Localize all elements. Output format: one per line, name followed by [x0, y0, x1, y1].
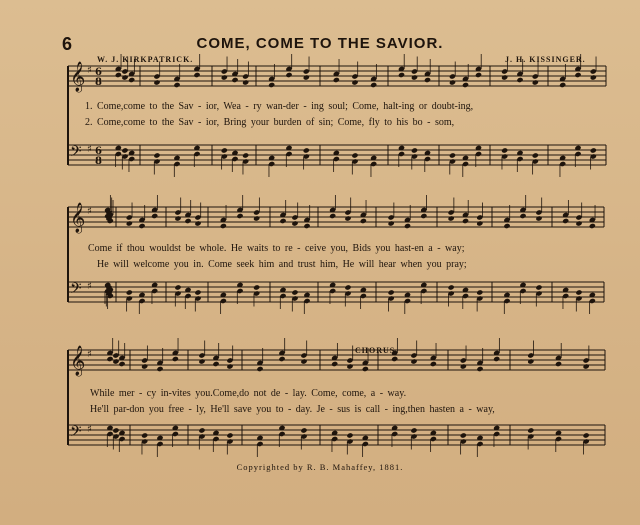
lyric-line: He'll par-don you free - ly, He'll save you to - day. Je - sus is call - ing,then hasten a - way, [90, 404, 495, 415]
note-head [279, 218, 286, 224]
treble-clef-icon: 𝄞 [70, 62, 86, 92]
note-head [173, 82, 180, 88]
note-head [448, 215, 455, 221]
note-head [370, 82, 377, 88]
note-head [221, 74, 228, 80]
note-head [562, 218, 569, 224]
note-head [448, 284, 455, 290]
time-signature-bottom: 8 [95, 77, 102, 88]
note-head [411, 147, 418, 153]
copyright-notice: Copyrighted by R. B. Mahaffey, 1881. [236, 462, 404, 472]
note-head [360, 218, 367, 224]
lyric-line: 2. Come,come to the Sav - ior, Bring your burden of sin; Come, fly to his bo - som, [85, 117, 455, 128]
note-head [527, 427, 534, 433]
note-head [118, 361, 125, 367]
time-signature-top: 6 [95, 146, 102, 157]
note-head [172, 356, 179, 362]
note-head [519, 213, 526, 219]
note-head [532, 152, 539, 158]
note-head [300, 358, 307, 364]
note-head [410, 358, 417, 364]
note-head [256, 366, 263, 372]
note-head [153, 79, 160, 85]
key-signature-sharp-icon: ♯ [87, 144, 92, 155]
note-head [346, 363, 353, 369]
note-head [589, 223, 596, 229]
note-head [501, 74, 508, 80]
note-head [351, 79, 358, 85]
note-head [501, 147, 508, 153]
note-head [398, 72, 405, 78]
note-head [194, 220, 201, 226]
note-head [153, 152, 160, 158]
note-head [535, 284, 542, 290]
note-head [590, 147, 597, 153]
note-head [583, 363, 590, 369]
bass-clef-icon: 𝄢 [70, 423, 82, 444]
note-head [516, 77, 523, 83]
note-head [278, 356, 285, 362]
lyric-line: While mer - cy in-vites you.Come,do not de - lay. Come, come, a - way. [90, 388, 407, 399]
note-head [532, 79, 539, 85]
note-head [388, 220, 395, 226]
note-head [126, 289, 133, 295]
note-head [236, 213, 243, 219]
chorus-label: CHORUS. [355, 346, 399, 355]
note-head [460, 432, 467, 438]
note-head [174, 215, 181, 221]
note-head [141, 363, 148, 369]
note-head [404, 223, 411, 229]
note-head [493, 356, 500, 362]
note-head [198, 427, 205, 433]
lyricist-credit: W. J. KIRKPATRICK. [97, 55, 194, 64]
note-head [121, 147, 128, 153]
note-head [253, 284, 260, 290]
note-head [226, 363, 233, 369]
note-head [300, 427, 307, 433]
note-head [559, 82, 566, 88]
note-head [291, 289, 298, 295]
note-head [574, 72, 581, 78]
note-head [449, 152, 456, 158]
note-head [410, 427, 417, 433]
note-head [362, 366, 369, 372]
note-head [391, 356, 398, 362]
note-head [212, 361, 219, 367]
note-head [346, 432, 353, 438]
time-signature-bottom: 8 [95, 156, 102, 167]
note-head [220, 223, 227, 229]
key-signature-sharp-icon: ♯ [87, 206, 92, 217]
time-signature-top: 6 [95, 67, 102, 78]
key-signature-sharp-icon: ♯ [87, 65, 92, 76]
note-head [344, 215, 351, 221]
lyric-line: Come if thou wouldst be whole. He waits to re - ceive you, Bids you hast-en a - way; [88, 243, 465, 254]
note-head [184, 218, 191, 224]
hymn-title: COME, COME TO THE SAVIOR. [196, 35, 444, 52]
note-head [462, 82, 469, 88]
note-head [253, 215, 260, 221]
note-head [424, 77, 431, 83]
page-number: 6 [62, 34, 73, 54]
note-head [449, 79, 456, 85]
note-head [430, 361, 437, 367]
note-head [329, 213, 336, 219]
note-head [476, 289, 483, 295]
note-head [226, 432, 233, 438]
note-head [242, 79, 249, 85]
treble-clef-icon: 𝄞 [70, 203, 86, 233]
note-head [156, 366, 163, 372]
note-head [303, 147, 310, 153]
key-signature-sharp-icon: ♯ [87, 424, 92, 435]
note-head [411, 74, 418, 80]
note-head [138, 223, 145, 229]
note-head [242, 152, 249, 158]
note-head [112, 427, 119, 433]
note-head [231, 77, 238, 83]
note-head [141, 432, 148, 438]
note-head [462, 218, 469, 224]
note-head [476, 366, 483, 372]
note-head [420, 213, 427, 219]
note-head [291, 220, 298, 226]
note-head [194, 289, 201, 295]
note-head [121, 74, 128, 80]
note-head [351, 152, 358, 158]
note-head [221, 147, 228, 153]
note-head [268, 82, 275, 88]
note-head [112, 358, 119, 364]
note-head [475, 72, 482, 78]
note-head [590, 74, 597, 80]
note-head [460, 363, 467, 369]
lyric-line: He will welcome you in. Come seek him and trust him, He will hear when you pray; [97, 259, 467, 270]
note-head [388, 289, 395, 295]
bass-clef-icon: 𝄢 [70, 143, 82, 164]
note-head [151, 213, 158, 219]
note-head [575, 289, 582, 295]
note-head [285, 72, 292, 78]
bass-clef-icon: 𝄢 [70, 280, 82, 301]
note-head [503, 223, 510, 229]
note-head [128, 77, 135, 83]
note-head [555, 361, 562, 367]
composer-credit: J. H. KISSINGER. [505, 55, 586, 64]
note-head [344, 284, 351, 290]
note-head [193, 72, 200, 78]
note-head [303, 223, 310, 229]
note-head [331, 361, 338, 367]
note-head [106, 356, 113, 362]
note-head [476, 220, 483, 226]
lyric-line: 1. Come,come to the Sav - ior, Wea - ry wan-der - ing soul; Come, halt-ing or doubt-ing, [85, 101, 474, 112]
note-head [303, 74, 310, 80]
note-head [198, 358, 205, 364]
note-head [535, 215, 542, 221]
treble-clef-icon: 𝄞 [70, 346, 86, 376]
note-head [115, 72, 122, 78]
key-signature-sharp-icon: ♯ [87, 349, 92, 360]
note-head [575, 220, 582, 226]
key-signature-sharp-icon: ♯ [87, 281, 92, 292]
note-head [527, 358, 534, 364]
note-head [583, 432, 590, 438]
note-head [333, 77, 340, 83]
note-head [126, 220, 133, 226]
note-head [174, 284, 181, 290]
